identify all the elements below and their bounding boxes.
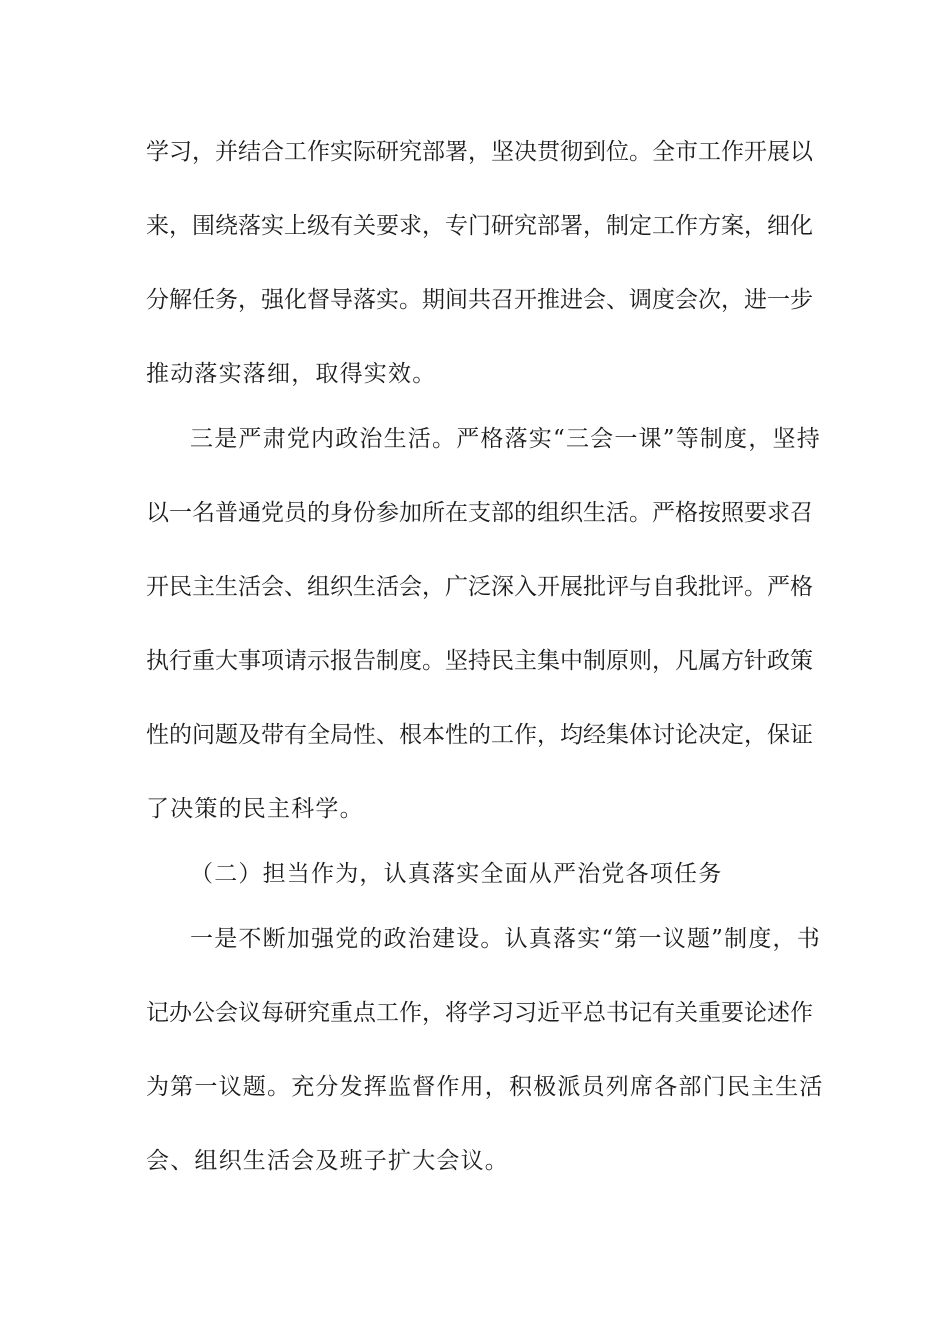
paragraph-first-line: 三是严肃党内政治生活。严格落实“三会一课”等制度，坚持 [190,426,821,452]
paragraph-first-line: 一是不断加强党的政治建设。认真落实“第一议题”制度，书 [190,926,821,952]
text-line-9: 性的问题及带有全局性、根本性的工作，均经集体讨论决定，保证 [146,722,813,748]
text-line-3: 分解任务，强化督导落实。期间共召开推进会、调度会次，进一步 [146,287,813,313]
text-line-1: 学习，并结合工作实际研究部署，坚决贯彻到位。全市工作开展以 [146,139,813,165]
text-line-14: 为第一议题。充分发挥监督作用，积极派员列席各部门民主生活 [146,1074,824,1100]
text-line-8: 执行重大事项请示报告制度。坚持民主集中制原则，凡属方针政策 [146,648,813,674]
text-line-4: 推动落实落细，取得实效。 [146,361,437,387]
text-line-13: 记办公会议每研究重点工作，将学习习近平总书记有关重要论述作 [146,1000,813,1026]
text-line-7: 开民主生活会、组织生活会，广泛深入开展批评与自我批评。严格 [146,574,813,600]
text-line-6: 以一名普通党员的身份参加所在支部的组织生活。严格按照要求召 [146,500,813,526]
section-heading: （二）担当作为，认真落实全面从严治党各项任务 [190,861,723,887]
text-line-10: 了决策的民主科学。 [146,796,364,822]
text-line-15: 会、组织生活会及班子扩大会议。 [146,1148,509,1174]
text-line-2: 来，围绕落实上级有关要求，专门研究部署，制定工作方案，细化 [146,213,813,239]
